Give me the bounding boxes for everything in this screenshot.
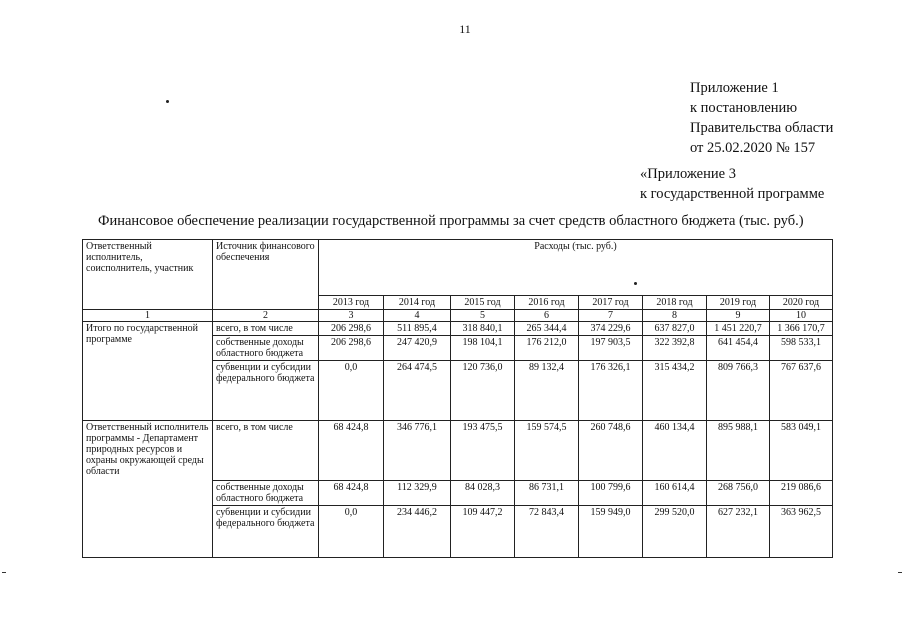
value-cell: 511 895,4 (384, 322, 451, 336)
scan-edge-mark (2, 572, 6, 573)
financing-table (82, 239, 833, 558)
column-number: 1 (83, 310, 213, 322)
value-cell: 322 392,8 (643, 336, 707, 361)
value-cell: 767 637,6 (770, 361, 833, 421)
source-cell: субвенции и субсидии федерального бюджета (213, 361, 319, 421)
value-cell: 318 840,1 (451, 322, 515, 336)
appendix-line: Приложение 1 (690, 80, 779, 96)
value-cell: 72 843,4 (515, 506, 579, 558)
value-cell: 374 229,6 (579, 322, 643, 336)
header-source: Источник финансового обеспечения (213, 240, 319, 310)
appendix-reference-line: к государственной программе (640, 186, 825, 202)
year-header: 2017 год (579, 296, 643, 310)
appendix-line: от 25.02.2020 № 157 (690, 140, 816, 156)
value-cell: 809 766,3 (707, 361, 770, 421)
column-number-row (83, 310, 833, 322)
value-cell: 68 424,8 (319, 421, 384, 481)
value-cell: 583 049,1 (770, 421, 833, 481)
column-number: 8 (643, 310, 707, 322)
value-cell: 112 329,9 (384, 481, 451, 506)
table-row (83, 322, 833, 336)
year-header: 2015 год (451, 296, 515, 310)
value-cell: 206 298,6 (319, 322, 384, 336)
value-cell: 219 086,6 (770, 481, 833, 506)
value-cell: 460 134,4 (643, 421, 707, 481)
value-cell: 264 474,5 (384, 361, 451, 421)
value-cell: 895 988,1 (707, 421, 770, 481)
value-cell: 176 326,1 (579, 361, 643, 421)
value-cell: 265 344,4 (515, 322, 579, 336)
value-cell: 198 104,1 (451, 336, 515, 361)
value-cell: 160 614,4 (643, 481, 707, 506)
appendix-line: Правительства области (690, 120, 834, 136)
value-cell: 346 776,1 (384, 421, 451, 481)
value-cell: 0,0 (319, 361, 384, 421)
value-cell: 159 574,5 (515, 421, 579, 481)
source-cell: собственные доходы областного бюджета (213, 336, 319, 361)
appendix-reference-block (640, 164, 824, 204)
column-number: 10 (770, 310, 833, 322)
value-cell: 268 756,0 (707, 481, 770, 506)
value-cell: 120 736,0 (451, 361, 515, 421)
value-cell: 1 366 170,7 (770, 322, 833, 336)
value-cell: 68 424,8 (319, 481, 384, 506)
value-cell: 1 451 220,7 (707, 322, 770, 336)
year-header: 2019 год (707, 296, 770, 310)
value-cell: 86 731,1 (515, 481, 579, 506)
value-cell: 84 028,3 (451, 481, 515, 506)
value-cell: 315 434,2 (643, 361, 707, 421)
year-header: 2016 год (515, 296, 579, 310)
source-cell: субвенции и субсидии федерального бюджета (213, 506, 319, 558)
source-cell: всего, в том числе (213, 322, 319, 336)
value-cell: 176 212,0 (515, 336, 579, 361)
appendix-reference-line: «Приложение 3 (640, 166, 736, 182)
column-number: 2 (213, 310, 319, 322)
value-cell: 247 420,9 (384, 336, 451, 361)
value-cell: 197 903,5 (579, 336, 643, 361)
header-expenses: Расходы (тыс. руб.) (319, 240, 833, 296)
value-cell: 206 298,6 (319, 336, 384, 361)
executor-cell: Ответственный исполнитель программы - Департамент природных ресурсов и охраны окружающей среды области (83, 421, 213, 558)
year-header: 2018 год (643, 296, 707, 310)
value-cell: 89 132,4 (515, 361, 579, 421)
value-cell: 193 475,5 (451, 421, 515, 481)
column-number: 6 (515, 310, 579, 322)
source-cell: собственные доходы областного бюджета (213, 481, 319, 506)
scan-speck (166, 100, 169, 103)
header-row (83, 240, 833, 296)
value-cell: 637 827,0 (643, 322, 707, 336)
value-cell: 234 446,2 (384, 506, 451, 558)
table-row (83, 421, 833, 481)
appendix-block (690, 78, 833, 158)
header-executor: Ответственный исполнитель, соисполнитель, участник (83, 240, 213, 310)
value-cell: 627 232,1 (707, 506, 770, 558)
column-number: 4 (384, 310, 451, 322)
value-cell: 641 454,4 (707, 336, 770, 361)
appendix-line: к постановлению (690, 100, 798, 116)
value-cell: 299 520,0 (643, 506, 707, 558)
value-cell: 159 949,0 (579, 506, 643, 558)
value-cell: 260 748,6 (579, 421, 643, 481)
column-number: 7 (579, 310, 643, 322)
value-cell: 109 447,2 (451, 506, 515, 558)
year-header: 2020 год (770, 296, 833, 310)
table-body (83, 240, 833, 558)
page-number: 11 (459, 22, 471, 36)
column-number: 3 (319, 310, 384, 322)
value-cell: 363 962,5 (770, 506, 833, 558)
column-number: 9 (707, 310, 770, 322)
source-cell: всего, в том числе (213, 421, 319, 481)
column-number: 5 (451, 310, 515, 322)
value-cell: 0,0 (319, 506, 384, 558)
year-header: 2013 год (319, 296, 384, 310)
document-title: Финансовое обеспечение реализации государственной программы за счет средств областного бюджета (тыс. руб.) (98, 213, 804, 229)
year-header: 2014 год (384, 296, 451, 310)
value-cell: 100 799,6 (579, 481, 643, 506)
scan-edge-mark (898, 572, 902, 573)
executor-cell: Итого по государственной программе (83, 322, 213, 421)
value-cell: 598 533,1 (770, 336, 833, 361)
